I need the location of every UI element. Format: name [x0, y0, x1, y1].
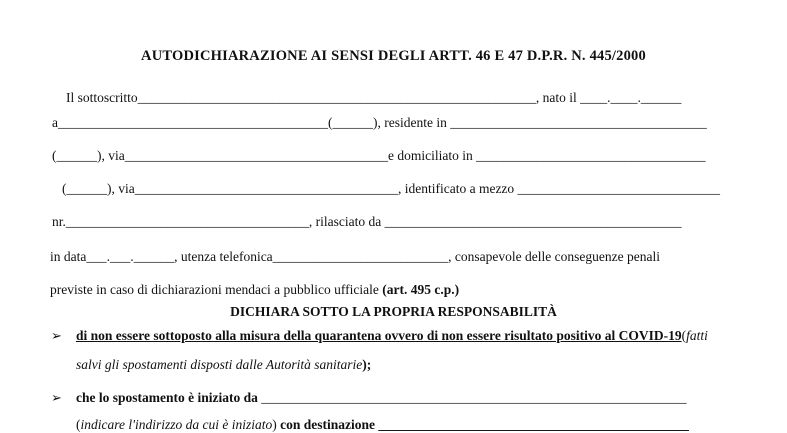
statement-text: previste in caso di dichiarazioni mendaci a pubblico ufficiale: [50, 282, 383, 297]
form-line-domicile: (______), via_______________________________________, identificato a mezzo ______________________________: [62, 181, 721, 196]
form-line-birthplace: a________________________________________(______), residente in ______________________________________: [52, 115, 707, 130]
bullet2-hint: indicare l'indirizzo da cui è iniziato: [80, 417, 273, 432]
bullet2-paren-open: (: [76, 417, 81, 432]
arrow-bullet-icon: ➢: [51, 328, 62, 343]
bullet1-line1: [76, 328, 708, 344]
bullet1-italic-start: fatti: [686, 328, 708, 343]
form-line-name: Il sottoscritto___________________________________________________________, nato il ____.____.______: [66, 90, 682, 105]
form-line-date-phone: in data___.___.______, utenza telefonica__________________________, consapevole delle conseguenze penali: [50, 249, 660, 264]
section-heading: DICHIARA SOTTO LA PROPRIA RESPONSABILITÀ: [230, 304, 557, 319]
bullet2-paren-close: ): [272, 417, 281, 432]
bullet1-paren: (: [681, 328, 687, 343]
bullet2-line1: [76, 390, 687, 406]
bullet2-destination-blank: ______________________________________________: [375, 417, 689, 432]
bullet1-italic-rest: salvi gli spostamenti disposti dalle Autorità sanitarie: [76, 357, 363, 372]
bullet1-close: );: [362, 357, 372, 372]
form-line-address: (______), via_______________________________________e domiciliato in __________________________________: [52, 148, 706, 163]
bullet1-line2: [76, 357, 371, 373]
statement-line: [50, 282, 459, 298]
bullet1-main: di non essere sottoposto alla misura della quarantena ovvero di non essere risultato positivo al COVID-19: [76, 328, 682, 343]
bullet2-blank: _______________________________________________________________: [261, 390, 687, 405]
document-title: AUTODICHIARAZIONE AI SENSI DEGLI ARTT. 46 E 47 D.P.R. N. 445/2000: [141, 48, 646, 64]
bullet2-destination-label: con destinazione: [280, 417, 376, 432]
form-line-document: nr.____________________________________, rilasciato da ____________________________________________: [52, 214, 682, 229]
statement-article: (art. 495 c.p.): [382, 282, 460, 297]
bullet2-main: che lo spostamento è iniziato da: [76, 390, 258, 405]
bullet2-line2: [76, 417, 689, 433]
arrow-bullet-icon: ➢: [51, 390, 62, 405]
